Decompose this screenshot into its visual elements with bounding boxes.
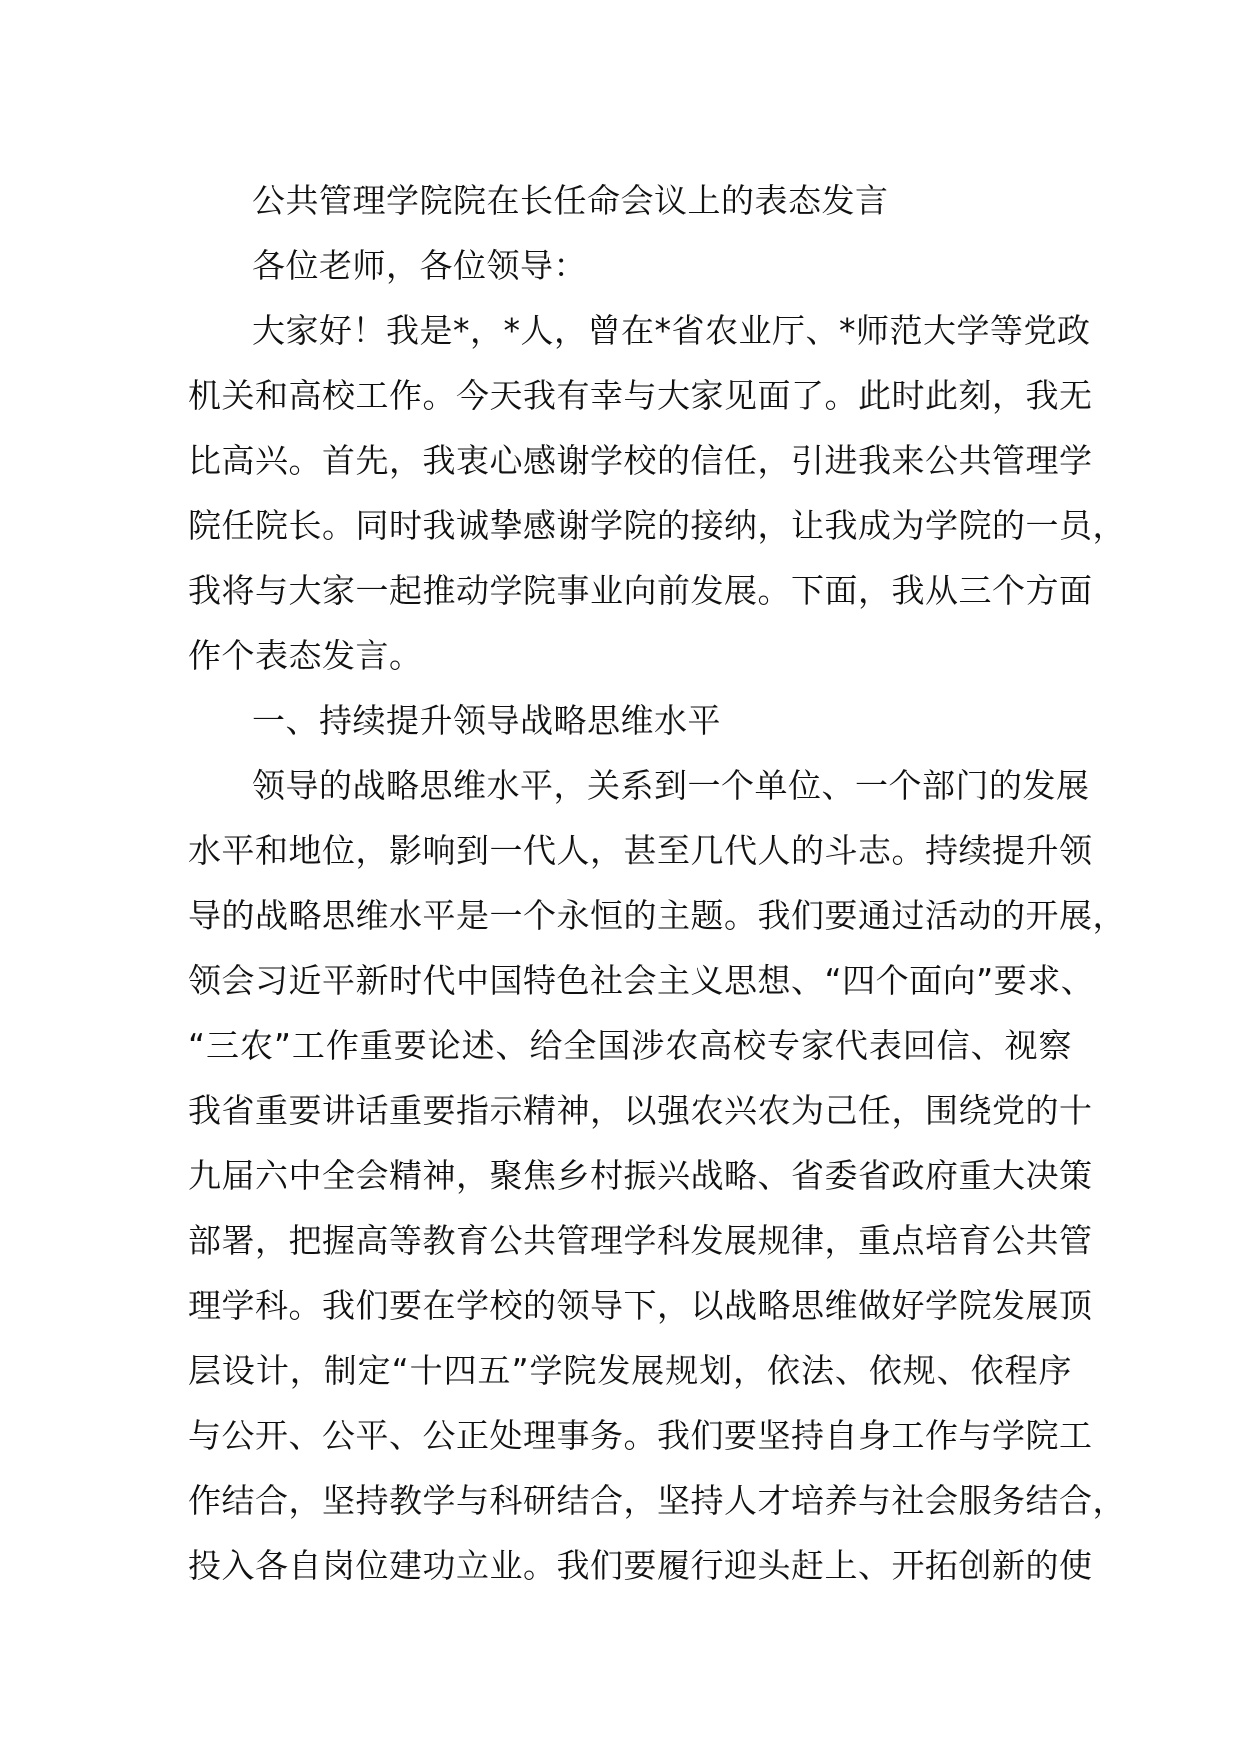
paragraph-line: 领导的战略思维水平，关系到一个单位、一个部门的发展 bbox=[252, 766, 1090, 805]
paragraph-line: 与公开、公平、公正处理事务。我们要坚持自身工作与学院工 bbox=[188, 1416, 1093, 1455]
section-paragraph bbox=[188, 753, 1126, 1598]
paragraph-line: 层设计，制定“十四五”学院发展规划，依法、依规、依程序 bbox=[188, 1351, 1072, 1390]
salutation: 各位老师，各位领导： bbox=[252, 246, 587, 285]
paragraph-line: 水平和地位，影响到一代人，甚至几代人的斗志。持续提升领 bbox=[188, 831, 1093, 870]
paragraph-line: 院任院长。同时我诚挚感谢学院的接纳，让我成为学院的一员， bbox=[188, 506, 1126, 545]
intro-paragraph bbox=[188, 298, 1126, 688]
paragraph-line: 部署，把握高等教育公共管理学科发展规律，重点培育公共管 bbox=[188, 1221, 1093, 1260]
paragraph-line: 机关和高校工作。今天我有幸与大家见面了。此时此刻，我无 bbox=[188, 376, 1093, 415]
section-heading: 一、持续提升领导战略思维水平 bbox=[252, 701, 721, 740]
document-title: 公共管理学院院在长任命会议上的表态发言 bbox=[252, 181, 889, 220]
paragraph-line: 作个表态发言。 bbox=[188, 636, 423, 675]
paragraph-line: 九届六中全会精神，聚焦乡村振兴战略、省委省政府重大决策 bbox=[188, 1156, 1093, 1195]
paragraph-line: 投入各自岗位建功立业。我们要履行迎头赶上、开拓创新的使 bbox=[188, 1546, 1093, 1585]
paragraph-line: 我省重要讲话重要指示精神，以强农兴农为己任，围绕党的十 bbox=[188, 1091, 1093, 1130]
paragraph-line: 作结合，坚持教学与科研结合，坚持人才培养与社会服务结合， bbox=[188, 1481, 1126, 1520]
paragraph-line: “三农”工作重要论述、给全国涉农高校专家代表回信、视察 bbox=[188, 1026, 1072, 1065]
paragraph-line: 导的战略思维水平是一个永恒的主题。我们要通过活动的开展， bbox=[188, 896, 1126, 935]
paragraph-line: 理学科。我们要在学校的领导下，以战略思维做好学院发展顶 bbox=[188, 1286, 1093, 1325]
paragraph-line: 我将与大家一起推动学院事业向前发展。下面，我从三个方面 bbox=[188, 571, 1093, 610]
paragraph-line: 比高兴。首先，我衷心感谢学校的信任，引进我来公共管理学 bbox=[188, 441, 1093, 480]
paragraph-line: 领会习近平新时代中国特色社会主义思想、“四个面向”要求、 bbox=[188, 961, 1095, 1000]
paragraph-line: 大家好！我是*，*人，曾在*省农业厅、*师范大学等党政 bbox=[252, 311, 1091, 350]
